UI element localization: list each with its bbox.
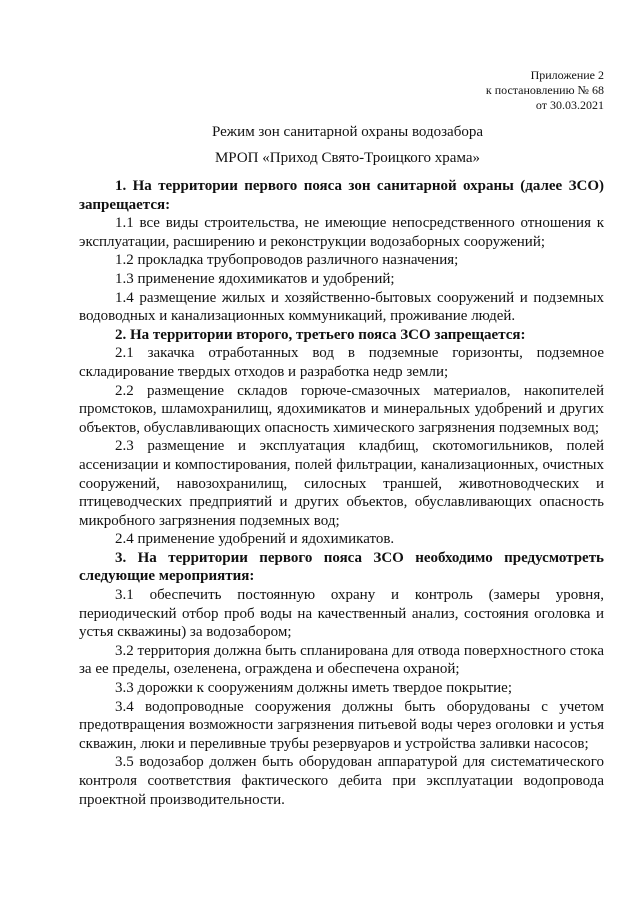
list-item: 2.4 применение удобрений и ядохимикатов. xyxy=(115,531,395,548)
list-item: 2.3 размещение и эксплуатация кладбищ, скотомогильников, полей ассенизации и компостирования, полей фильтрации, канализационных, очистных сооружений, навозохранилищ, силосных траншей, животноводческих и птицеводческих предприятий и других объектов, обуславливающих опасность микробного загрязнения подземных вод; xyxy=(79,438,604,529)
list-item: 3.5 водозабор должен быть оборудован аппаратурой для систематического контроля соответствия фактического дебита при эксплуатации водопровода проектной производительности. xyxy=(79,754,604,808)
list-item: 1.4 размещение жилых и хозяйственно-бытовых сооружений и подземных водоводных и канализационных коммуникаций, проживание людей. xyxy=(79,289,604,325)
title-line: МРОП «Приход Свято-Троицкого храма» xyxy=(214,150,481,166)
list-item: 3.4 водопроводные сооружения должны быть оборудованы с учетом предотвращения возможности загрязнения питьевой воды через оголовки и устья скважин, люки и переливные трубы резервуаров и устройства заливки насосов; xyxy=(79,698,604,752)
list-item: 2.2 размещение складов горюче-смазочных материалов, накопителей промстоков, шламохранилищ, ядохимикатов и минеральных удобрений и других объектов, обуславливающих опасность химического загрязнения подземных вод; xyxy=(79,382,604,436)
list-item: 2.1 закачка отработанных вод в подземные горизонты, подземное складирование твердых отходов и разработка недр земли; xyxy=(79,345,604,380)
list-item: 3.2 территория должна быть спланирована для отвода поверхностного стока за ее пределы, озеленена, ограждена и обеспечена охраной; xyxy=(79,642,604,678)
appendix-note xyxy=(486,68,604,113)
list-item: 1.1 все виды строительства, не имеющие непосредственного отношения к эксплуатации, расширению и реконструкции водозаборных сооружений; xyxy=(79,215,604,250)
appendix-line: к постановлению № 68 xyxy=(485,83,604,97)
appendix-line: от 30.03.2021 xyxy=(535,98,604,112)
document-title xyxy=(79,119,604,171)
appendix-line: Приложение 2 xyxy=(530,68,604,82)
list-item: 1.3 применение ядохимикатов и удобрений; xyxy=(115,270,395,287)
list-item: 3.3 дорожки к сооружениям должны иметь твердое покрытие; xyxy=(115,680,513,697)
title-line: Режим зон санитарной охраны водозабора xyxy=(212,124,483,140)
section-heading: 1. На территории первого пояса зон санитарной охраны (далее ЗСО) запрещается: xyxy=(79,178,604,213)
section-heading: 3. На территории первого пояса ЗСО необходимо предусмотреть следующие мероприятия: xyxy=(79,549,604,585)
list-item: 3.1 обеспечить постоянную охрану и контроль (замеры уровня, периодический отбор проб воды на качественный анализ, состояния оголовка и устья скважины) за водозабором; xyxy=(79,587,604,641)
section-heading: 2. На территории второго, третьего пояса ЗСО запрещается: xyxy=(115,326,526,343)
document-body xyxy=(79,177,604,809)
list-item: 1.2 прокладка трубопроводов различного назначения; xyxy=(115,252,459,269)
